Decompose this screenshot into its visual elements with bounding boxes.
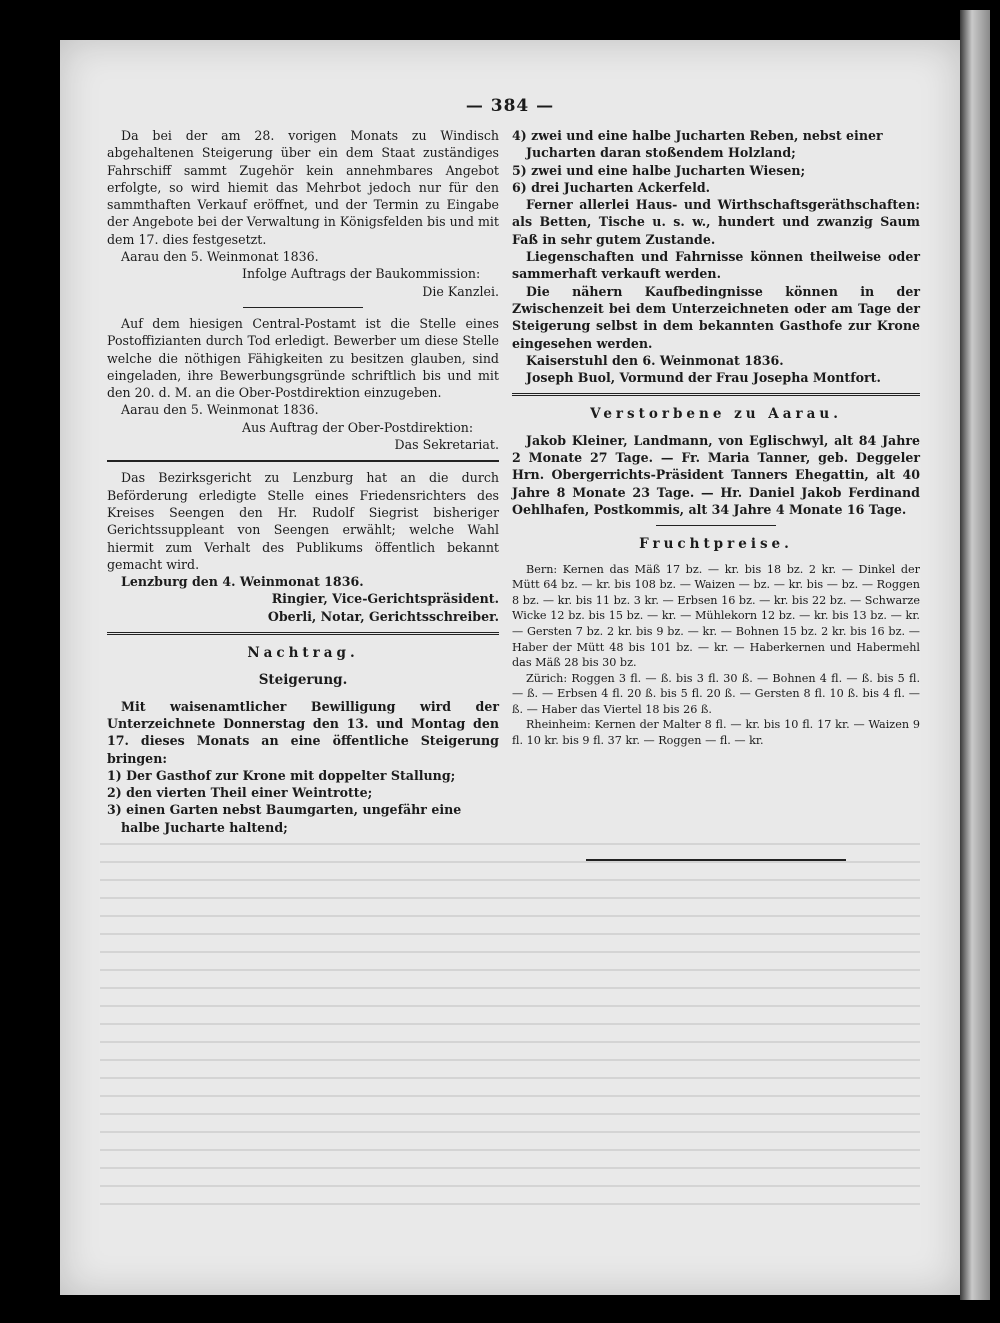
auction-conditions-text: Die nähern Kaufbedingnisse können in der Zwischenzeit bei dem Unterzeichneten oder am Tage der Steigerung selbst in dem bekannten Gasthofe zur Krone eingesehen werden. (512, 283, 920, 351)
notice-post-authority: Aus Auftrag der Ober-Postdirektion: (242, 419, 474, 435)
divider (243, 307, 363, 308)
auction-signer: Joseph Buol, Vormund der Frau Josepha Montfort. (526, 370, 881, 386)
notice-ferry-signer: Die Kanzlei. (422, 283, 499, 299)
left-column (107, 127, 499, 836)
verstorbene-heading: Verstorbene zu Aarau. (590, 406, 842, 423)
divider (656, 525, 776, 526)
list-item: 2) den vierten Theil einer Weintrotte; (107, 785, 373, 801)
auction-goods-text: Ferner allerlei Haus- und Wirthschaftsgeräthschaften: als Betten, Tische u. s. w., hundert und zwanzig Saum Faß in sehr gutem Zustande. (512, 197, 920, 247)
list-item: 4) zwei und eine halbe Jucharten Reben, nebst einer Jucharten daran stoßendem Holzland; (512, 128, 883, 161)
prices-zuerich: Zürich: Roggen 3 fl. — ß. bis 3 fl. 30 ß. — Bohnen 4 fl. — ß. bis 5 fl. — ß. — Erbsen 4 fl. 20 ß. bis 5 fl. 20 ß. — Gersten 8 fl. 10 ß. bis 4 fl. — ß. — Haber das Viertel 18 bis 26 ß. (512, 671, 920, 716)
divider (107, 632, 499, 635)
page-number: — 384 — (465, 96, 555, 116)
notice-post-text: Auf dem hiesigen Central-Postamt ist die Stelle eines Postoffizianten durch Tod erledigt. Bewerber um diese Stelle welche die nöthigen Fähigkeiten zu besitzen glauben, sind eingeladen, ihre Bewerbungsgründe schriftlich bis und mit den 20. d. M. an die Ober-Postdirektion einzugeben. (107, 315, 499, 401)
divider (586, 859, 846, 861)
prices-rheinheim: Rheinheim: Kernen der Malter 8 fl. — kr. bis 10 fl. 17 kr. — Waizen 9 fl. 10 kr. bis 9 fl. 37 kr. — Roggen — fl. — kr. (512, 718, 920, 748)
steigerung-intro: Mit waisenamtlicher Bewilligung wird der Unterzeichnete Donnerstag den 13. und Montag den 17. dieses Monats an eine öffentliche Steigerung bringen: (107, 698, 499, 766)
notice-ferry-authority: Infolge Auftrags der Baukommission: (242, 266, 481, 282)
list-item: 6) drei Jucharten Ackerfeld. (512, 179, 711, 195)
bleed-through-text (100, 830, 920, 1220)
notice-court-text: Das Bezirksgericht zu Lenzburg hat an die durch Beförderung erledigte Stelle eines Friedensrichters des Kreises Seengen den Hr. Rudolf Siegrist bisheriger Gerichtssuppleant von Seengen erwählt; welche Wahl hiermit zum Verhalt des Publikums öffentlich bekannt gemacht wird. (107, 470, 499, 572)
notice-court-signer-2: Oberli, Notar, Gerichtsschreiber. (267, 608, 499, 624)
fruchtpreise-heading: Fruchtpreise. (639, 536, 793, 553)
list-item: 1) Der Gasthof zur Krone mit doppelter Stallung; (107, 767, 456, 783)
auction-date: Kaiserstuhl den 6. Weinmonat 1836. (526, 352, 784, 368)
list-item: 5) zwei und eine halbe Jucharten Wiesen; (512, 162, 806, 178)
list-item: 3) einen Garten nebst Baumgarten, ungefähr eine halbe Jucharte haltend; (107, 802, 462, 835)
auction-terms-text: Liegenschaften und Fahrnisse können theilweise oder sammerhaft verkauft werden. (512, 249, 920, 282)
divider (107, 460, 499, 462)
steigerung-heading: Steigerung. (258, 672, 348, 689)
notice-post-date: Aarau den 5. Weinmonat 1836. (121, 402, 319, 418)
divider (512, 393, 920, 396)
right-column (512, 127, 920, 868)
notice-court-signer-1: Ringier, Vice-Gerichtspräsident. (271, 591, 499, 607)
prices-bern: Bern: Kernen das Mäß 17 bz. — kr. bis 18 bz. 2 kr. — Dinkel der Mütt 64 bz. — kr. bis 108 bz. — Waizen — bz. — kr. bis — bz. — Roggen 8 bz. — kr. bis 11 bz. 3 kr. — Erbsen 16 bz. — kr. bis 22 bz. — Schwarze Wicke 12 bz. bis 15 bz. — kr. — Mühlekorn 12 bz. — kr. bis 13 bz. — kr. — Gersten 7 bz. 2 kr. bis 9 bz. — kr. — Bohnen 15 bz. 2 kr. bis 16 bz. — Haber der Mütt 48 bis 101 bz. — kr. — Haberkernen und Habermehl das Mäß 28 bis 30 bz. (512, 562, 920, 670)
notice-court-date: Lenzburg den 4. Weinmonat 1836. (121, 574, 364, 590)
notice-post-signer: Das Sekretariat. (394, 437, 499, 453)
notice-ferry-text: Da bei der am 28. vorigen Monats zu Windisch abgehaltenen Steigerung über ein dem Staat zuständiges Fahrschiff sammt Zugehör kein annehmbares Angebot erfolgte, so wird hiemit das Mehrbot jedoch nur für den sammthaften Verkauf eröffnet, und der Termin zu Eingabe der Angebote bei der Verwaltung in Königsfelden bis und mit dem 17. dies festgesetzt. (107, 128, 499, 247)
adjacent-page-edge (960, 10, 990, 1300)
nachtrag-heading: Nachtrag. (247, 645, 359, 662)
verstorbene-text: Jakob Kleiner, Landmann, von Eglischwyl, alt 84 Jahre 2 Monate 27 Tage. — Fr. Maria Tanner, geb. Deggeler Hrn. Obergerrichts-Präsident Tanners Ehegattin, alt 40 Jahre 8 Monate 23 Tage. — Hr. Daniel Jakob Ferdinand Oehlhafen, Postkommis, alt 34 Jahre 4 Monate 16 Tage. (512, 432, 920, 517)
notice-ferry-date: Aarau den 5. Weinmonat 1836. (121, 249, 319, 265)
